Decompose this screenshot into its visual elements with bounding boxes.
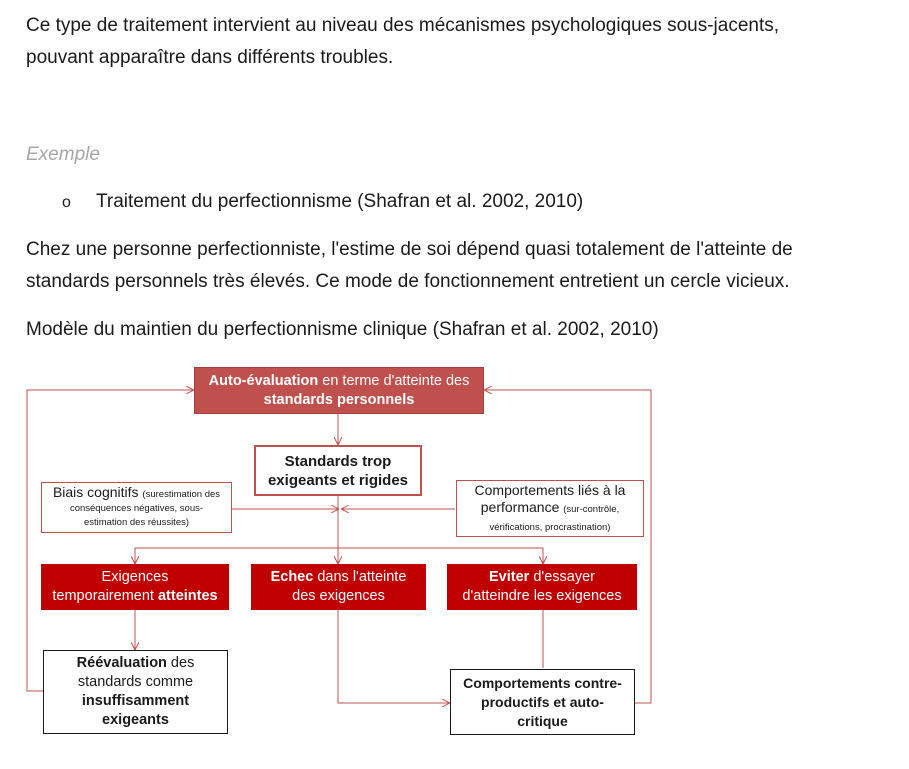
comportements-performance-box: Comportements liés à la performance (sur-contrôle, vérifications, procrastination) xyxy=(456,480,644,537)
exigences-atteintes-box: Exigences temporairement atteintes xyxy=(41,564,229,610)
example-label: Exemple xyxy=(26,144,100,165)
standards-box: Standards trop exigeants et rigides xyxy=(254,445,422,496)
intro-paragraph: Ce type de traitement intervient au niveau des mécanismes psychologiques sous-jacents, pouvant apparaître dans différents troubles. xyxy=(26,15,780,68)
contre-productifs-box: Comportements contre- productifs et auto- critique xyxy=(450,669,635,735)
auto-evaluation-box: Auto-évaluation en terme d'atteinte des standards personnels xyxy=(194,367,484,414)
loop-right xyxy=(485,390,651,703)
reevaluation-box: Réévaluation des standards comme insuffisamment exigeants xyxy=(43,650,228,734)
bullet-marker: o xyxy=(62,194,71,211)
perfectionism-paragraph: Chez une personne perfectionniste, l'estime de soi dépend quasi totalement de l'atteinte de standards personnels très élevés. Ce mode de fonctionnement entretient un cercle vicieux. xyxy=(26,239,793,292)
bullet-text: Traitement du perfectionnisme (Shafran et al. 2002, 2010) xyxy=(96,191,584,212)
echec-box: Echec dans l'atteinte des exigences xyxy=(251,564,426,610)
eviter-box: Eviter d'essayer d'atteindre les exigences xyxy=(447,564,637,610)
model-caption: Modèle du maintien du perfectionnisme clinique (Shafran et al. 2002, 2010) xyxy=(26,319,659,340)
arrow-echec-to-contreproductifs xyxy=(338,610,449,703)
biais-cognitifs-box: Biais cognitifs (surestimation des conséquences négatives, sous- estimation des réussites) xyxy=(41,482,232,533)
loop-left xyxy=(27,390,193,691)
